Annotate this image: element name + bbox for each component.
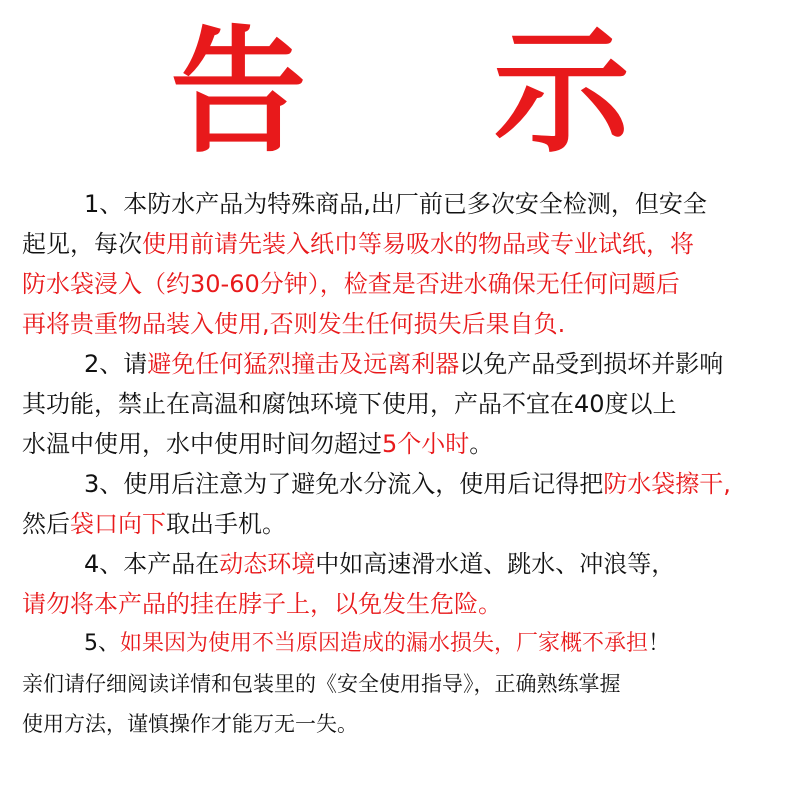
item-1-line-3: 防水袋浸入（约30-60分钟），检查是否进水确保无任何问题后	[22, 270, 680, 298]
item-1-line-1: 1、本防水产品为特殊商品,出厂前已多次安全检测，但安全	[84, 190, 707, 218]
item-2-line-2: 其功能，禁止在高温和腐蚀环境下使用，产品不宜在40度以上	[22, 390, 677, 418]
item-4-line-2: 请勿将本产品的挂在脖子上，以免发生危险。	[22, 590, 502, 618]
notice-title: 告 示	[170, 14, 700, 172]
item-2-line-3: 水温中使用，水中使用时间勿超过5个小时。	[22, 430, 494, 458]
item-3-line-2: 然后袋口向下取出手机。	[22, 510, 286, 538]
item-1-line-4: 再将贵重物品装入使用,否则发生任何损失后果自负.	[22, 310, 566, 338]
item-4-line-1: 4、本产品在动态环境中如高速滑水道、跳水、冲浪等，	[84, 550, 676, 578]
item-5-line-1: 5、如果因为使用不当原因造成的漏水损失，厂家概不承担！	[84, 631, 671, 656]
footer-line-2: 使用方法，谨慎操作才能万无一失。	[22, 712, 358, 736]
item-1-line-2: 起见，每次使用前请先装入纸巾等易吸水的物品或专业试纸，将	[22, 230, 694, 258]
footer-line-1: 亲们请仔细阅读详情和包装里的《安全使用指导》，正确熟练掌握	[22, 672, 621, 696]
item-3-line-1: 3、使用后注意为了避免水分流入，使用后记得把防水袋擦干,	[84, 470, 731, 498]
notice-body	[22, 184, 782, 744]
item-2-line-1: 2、请避免任何猛烈撞击及远离利器以免产品受到损坏并影响	[84, 350, 724, 378]
